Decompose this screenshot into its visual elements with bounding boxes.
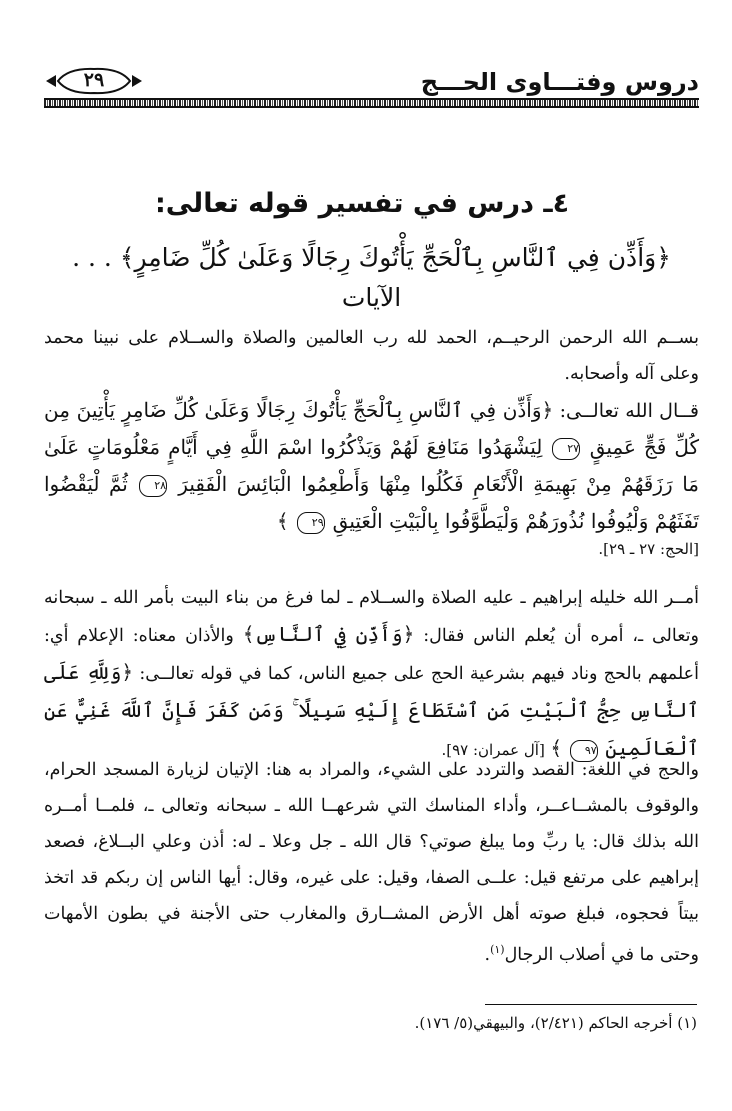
page-header [44,62,699,108]
amr-verse-close: ﴾ [550,736,563,760]
verse-close: ﴾ [276,509,289,533]
amr-text-1: أمــر الله خليله إبراهيم ـ عليه الصلاة والســلام ـ لما فرغ من بناء البيت بأمر الله ـ سبحانه وتعالى ـ، أمره أن يُعلم الناس فقال: [44,588,699,646]
verse-reference: [الحج: ٢٧ ـ ٢٩]. [598,540,699,558]
hajj-period: . [484,944,491,965]
hajj-paragraph [44,752,699,973]
section-title: ٤ـ درس في تفسير قوله تعالى: [154,188,570,219]
verse-text-c: ثُمَّ لْيَقْضُوا تَفَثَهُمْ وَلْيُوفُوا نُذُورَهُمْ وَلْيَطَّوَّفُوا بِالْبَيْتِ الْعَتِيقِ [44,472,699,533]
verse-intro: قــال الله تعالــى: [559,400,699,422]
section-verse: ﴿وَأَذِّن فِي ٱلنَّاسِ بِٱلْحَجِّ يَأْتُوكَ رِجَالًا وَعَلَىٰ كُلِّ ضَامِرٍ﴾ . . . الآيات [72,243,671,312]
running-title: دروس وفتـــاوى الحـــج [420,68,699,96]
verse-text-a: ﴿وَأَذِّن فِي ٱلنَّاسِ بِٱلْحَجِّ يَأْتُوكَ رِجَالًا وَعَلَىٰ كُلِّ ضَامِرٍ يَأْتِينَ مِن كُلِّ فَجٍّ عَمِيقٍ [44,398,699,459]
page-number: ٢٩ [83,69,105,91]
ayah-number-29: ٢٩ [297,512,325,534]
page-number-badge [44,66,144,96]
amr-text-2: والأذان معناه: الإعلام أي: أعلمهم بالحج وناد فيهم بشرعية الحج على جميع الناس، كما في قوله تعالــى: [44,626,699,684]
amr-paragraph [44,580,699,768]
footnote-marker[interactable]: (١) [490,943,505,956]
footnote-divider [485,1004,697,1005]
ayah-number-97: ٩٧ [570,740,598,762]
verse-text-b: لِيَشْهَدُوا مَنَافِعَ لَهُمْ وَيَذْكُرُوا اسْمَ اللَّهِ فِي أَيَّامٍ مَعْلُومَاتٍ عَلَىٰ مَا رَزَقَهُمْ مِنْ بَهِيمَةِ الْأَنْعَامِ فَكُلُوا مِنْهَا وَأَطْعِمُوا الْبَائِسَ الْفَقِيرَ [44,435,699,496]
basmala-paragraph: بســم الله الرحمن الرحيــم، الحمد لله رب العالمين والصلاة والســلام على نبينا محمد وعلى آله وأصحابه. [44,328,699,384]
ayah-number-27: ٢٧ [552,438,580,460]
header-divider [44,98,699,108]
verse-paragraph [44,392,699,540]
amr-quote: ﴿وَأَذِّن فِي ٱلنَّاسِ﴾ [242,622,415,646]
amr-verse: ﴿وَلِلَّهِ عَلَى ٱلنَّاسِ حِجُّ ٱلْبَيْتِ مَنِ ٱسْتَطَاعَ إِلَيْهِ سَبِيلًا ۚ وَمَن كَفَرَ فَإِنَّ ٱللَّهَ غَنِيٌّ عَنِ ٱلْعَالَمِينَ [44,660,699,760]
hajj-text: والحج في اللغة: القصد والتردد على الشيء، والمراد به هنا: الإتيان لزيارة المسجد الحرام، والوقوف بالمشــاعــر، وأداء المناسك التي شرعهــا الله ـ سبحانه وتعالى ـ، فلمــا أمــره الله بذلك قال: يا ربِّ وما يبلغ صوتي؟ قال الله ـ جل وعلا ـ له: أذن وعلي البــلاغ، فصعد إبراهيم على مرتفع قيل: علــى الصفا، وقيل: على غيره، وقال: أيها الناس إن ربكم قد اتخذ بيتاً فحجوه، فبلغ صوته أهل الأرض المشــارق والمغارب حتى الأجنة في بطون الأمهات وحتى ما في أصلاب الرجال [44,760,699,965]
footnote: (١) أخرجه الحاكم (٢/٤٢١)، والبيهقي(٥/ ١٧٦). [414,1014,697,1032]
ayah-number-28: ٢٨ [139,475,167,497]
amr-reference: [آل عمران: ٩٧]. [441,741,545,759]
